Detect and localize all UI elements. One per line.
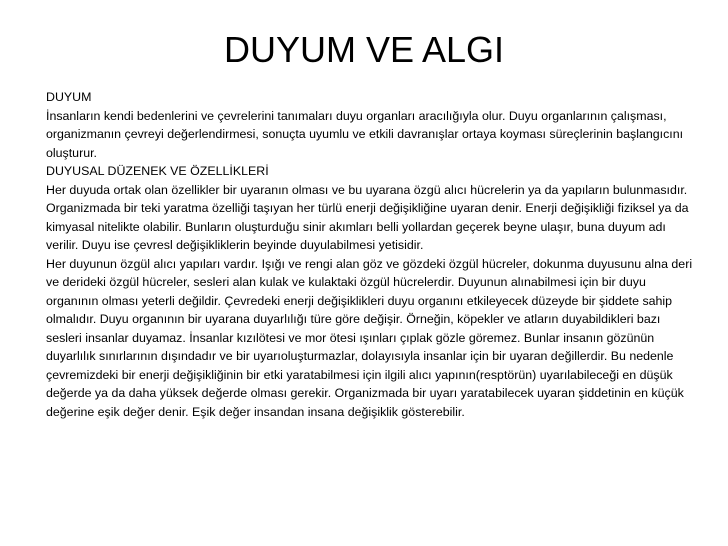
slide-content: [46, 88, 694, 421]
section-heading-duyusal-duzenek: DUYUSAL DÜZENEK VE ÖZELLİKLERİ: [46, 164, 269, 178]
paragraph-ortak-ozellikler: Her duyuda ortak olan özellikler bir uyaranın olması ve bu uyarana özgü alıcı hücrelerin ya da yapıların bulunmasıdır. Organizmada bir teki yaratma özelliği taşıyan her türlü enerji değişikliğine uyaran denir. Enerji değişikliği fiziksel ya da kimyasal nitelikte olabilir. Bunların oluşturduğu sinir akımları belli yollardan geçerek beyne ulaşır, buna duyum adı verilir. Duyu ise çevresl değişikliklerin beyinde duyulabilmesi yetisidir.: [46, 182, 689, 252]
paragraph-ozgul-alici-yapilar: Her duyunun özgül alıcı yapıları vardır. Işığı ve rengi alan göz ve gözdeki özgül hücreler, dokunma duyusunu alna deri ve derideki özgül hücreler, sesleri alan kulak ve kulaktaki özgül hücrelerdir. Duyunun alınabilmesi için bir duyu organının olması yeterli değildir. Çevredeki enerji değişiklikleri duyu organını etkileyecek düzeyde bir şiddete sahip olmalıdır. Duyu organının bir uyarana duyarlılığı türe göre değişir. Örneğin, köpekler ve atların duyabildikleri bazı sesleri insanlar duyamaz. İnsanlar kızılötesi ve mor ötesi ışınları çıplak gözle göremez. Bunlar insanın gözünün duyarlılık sınırlarının dışındadır ve bir uyarıoluşturmazlar, dolayısıyla insanlar için bir uyaran değillerdir. Bu nedenle çevremizdeki bir enerji değişikliğinin bir etki yaratabilmesi için ilgili alıcı yapının(resptörün) uyarılabileceği en düşük değerde ya da daha yüksek değerde olması gerekir. Organizmada bir uyarı yaratabilecek uyaran şiddetinin en küçük değerine eşik değer denir. Eşik değer insandan insana değişiklik gösterebilir.: [46, 256, 693, 419]
section-heading-duyum: DUYUM: [46, 90, 92, 104]
slide-title: DUYUM VE ALGI: [223, 29, 505, 70]
paragraph-duyum: İnsanların kendi bedenlerini ve çevrelerini tanımaları duyu organları aracılığıyla olur. Duyu organlarının çalışması, organizmanın çevreyi değerlendirmesi, sonuçta uyumlu ve etkili davranışlar ortaya koyması süreçlerinin başlangıcını oluşturur.: [46, 108, 684, 160]
